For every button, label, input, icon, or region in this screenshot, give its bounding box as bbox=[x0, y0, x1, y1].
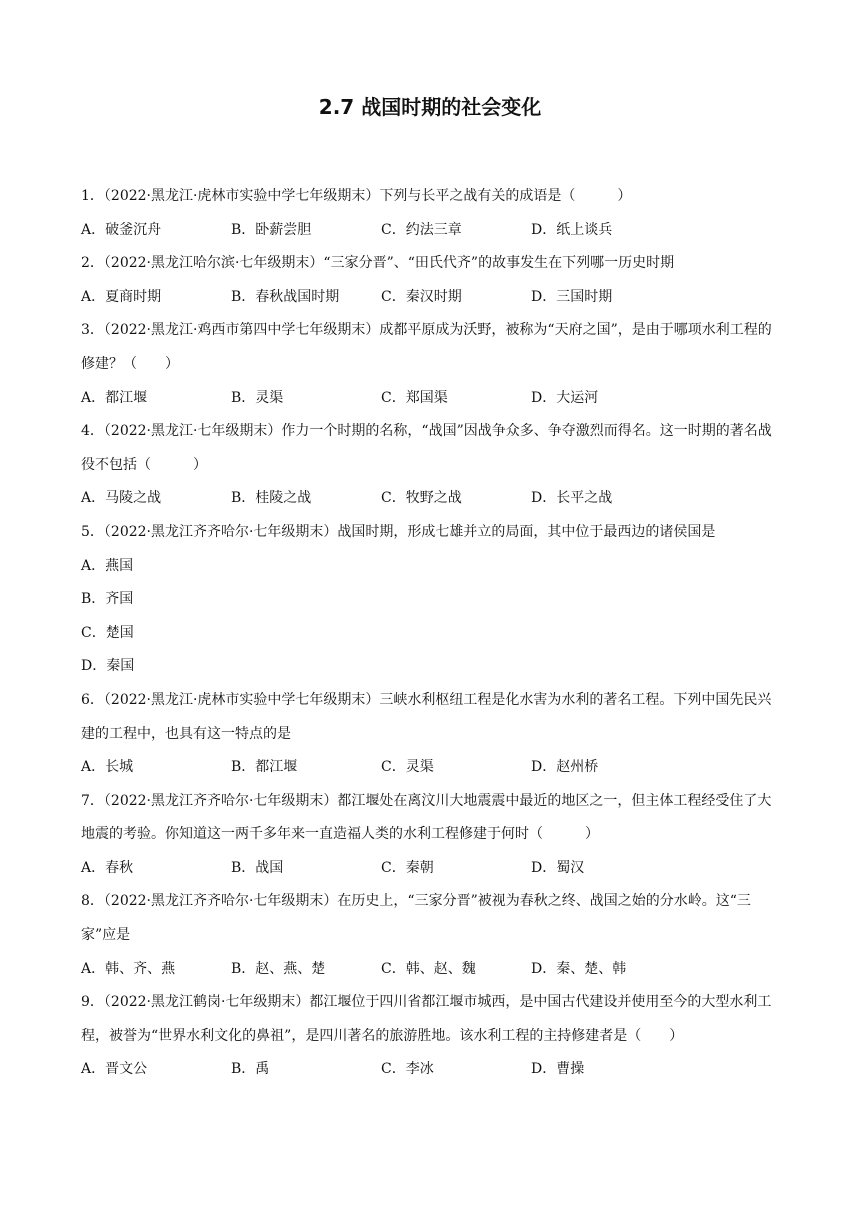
option-a: A．夏商时期 bbox=[81, 288, 162, 305]
option-a: A．马陵之战 bbox=[81, 490, 162, 507]
option-b: B．赵、燕、楚 bbox=[231, 960, 326, 977]
option-b: B．灵渠 bbox=[231, 389, 284, 406]
question-stem: 7．（2022·黑龙江齐齐哈尔·七年级期末）都江堰处在离汶川大地震震中最近的地区之一，但主体工程经受住了大地震的考验。你知道这一两千多年来一直造福人类的水利工程修建于何时（ ） bbox=[81, 792, 772, 843]
option-c: C．楚国 bbox=[81, 624, 134, 641]
option-d: D．长平之战 bbox=[531, 490, 613, 507]
question-stem: 3．（2022·黑龙江·鸡西市第四中学七年级期末）成都平原成为沃野，被称为“天府之国”，是由于哪项水利工程的修建？（ ） bbox=[81, 322, 772, 372]
option-row bbox=[81, 751, 781, 785]
option-b: B．禹 bbox=[231, 1061, 270, 1078]
option-a: A．破釜沉舟 bbox=[81, 221, 162, 238]
option-b: B．桂陵之战 bbox=[231, 490, 312, 507]
question-stem: 1．（2022·黑龙江·虎林市实验中学七年级期末）下列与长平之战有关的成语是（ ） bbox=[81, 188, 632, 204]
option-d: D．秦国 bbox=[81, 658, 135, 675]
option-c: C．郑国渠 bbox=[381, 389, 448, 406]
option-row bbox=[81, 852, 781, 886]
question-1 bbox=[81, 180, 781, 247]
option-d: D．曹操 bbox=[531, 1061, 585, 1078]
option-d: D．赵州桥 bbox=[531, 759, 599, 776]
question-3 bbox=[81, 314, 781, 415]
page-title: 2.7 战国时期的社会变化 bbox=[318, 95, 542, 119]
question-stem: 6．（2022·黑龙江·虎林市实验中学七年级期末）三峡水利枢纽工程是化水害为水利的著名工程。下列中国先民兴建的工程中，也具有这一特点的是 bbox=[81, 691, 772, 742]
option-a: A．燕国 bbox=[81, 557, 134, 574]
option-a: A．晋文公 bbox=[81, 1061, 148, 1078]
question-stem: 8．（2022·黑龙江齐齐哈尔·七年级期末）在历史上，“三家分晋”被视为春秋之终、战国之始的分水岭。这“三家”应是 bbox=[81, 893, 751, 944]
option-c: C．牧野之战 bbox=[381, 490, 462, 507]
option-row bbox=[81, 1053, 781, 1087]
question-stem: 2．（2022·黑龙江哈尔滨·七年级期末）“三家分晋”、“田氏代齐”的故事发生在下列哪一历史时期 bbox=[81, 255, 675, 272]
option-d: D．三国时期 bbox=[531, 288, 613, 305]
question-7 bbox=[81, 785, 781, 886]
question-stem: 9．（2022·黑龙江鹤岗·七年级期末）都江堰位于四川省都江堰市城西，是中国古代建设并使用至今的大型水利工程，被誉为“世界水利文化的鼻祖”，是四川著名的旅游胜地。该水利工程的主持修建者是（ ） bbox=[81, 994, 772, 1044]
question-9 bbox=[81, 986, 781, 1087]
question-4 bbox=[81, 415, 781, 516]
question-stem: 5．（2022·黑龙江齐齐哈尔·七年级期末）战国时期，形成七雄并立的局面，其中位于最西边的诸侯国是 bbox=[81, 523, 716, 540]
question-5 bbox=[81, 516, 781, 684]
question-stem: 4．（2022·黑龙江·七年级期末）作力一个时期的名称，“战国”因战争众多、争夺激烈而得名。这一时期的著名战役不包括（ ） bbox=[81, 423, 772, 473]
option-b: B．战国 bbox=[231, 859, 284, 876]
question-6 bbox=[81, 684, 781, 785]
option-row bbox=[81, 953, 781, 987]
option-c: C．李冰 bbox=[381, 1061, 434, 1078]
question-list bbox=[81, 180, 781, 1087]
option-row bbox=[81, 382, 781, 416]
option-c: C．秦朝 bbox=[381, 859, 434, 876]
option-d: D．纸上谈兵 bbox=[531, 221, 613, 238]
option-a: A．都江堰 bbox=[81, 389, 148, 406]
option-c: C．韩、赵、魏 bbox=[381, 960, 476, 977]
option-d: D．大运河 bbox=[531, 389, 599, 406]
option-b: B．都江堰 bbox=[231, 759, 298, 776]
option-b: B．卧薪尝胆 bbox=[231, 221, 312, 238]
option-column bbox=[81, 550, 781, 684]
option-a: A．长城 bbox=[81, 759, 134, 776]
option-b: B．春秋战国时期 bbox=[231, 288, 340, 305]
option-a: A．春秋 bbox=[81, 859, 134, 876]
option-b: B．齐国 bbox=[81, 591, 134, 608]
option-d: D．蜀汉 bbox=[531, 859, 585, 876]
option-c: C．约法三章 bbox=[381, 221, 462, 238]
option-c: C．秦汉时期 bbox=[381, 288, 462, 305]
question-8 bbox=[81, 885, 781, 986]
option-c: C．灵渠 bbox=[381, 759, 434, 776]
option-d: D．秦、楚、韩 bbox=[531, 960, 627, 977]
option-row bbox=[81, 281, 781, 315]
option-row bbox=[81, 214, 781, 248]
option-row bbox=[81, 482, 781, 516]
question-2 bbox=[81, 247, 781, 314]
option-a: A．韩、齐、燕 bbox=[81, 960, 176, 977]
